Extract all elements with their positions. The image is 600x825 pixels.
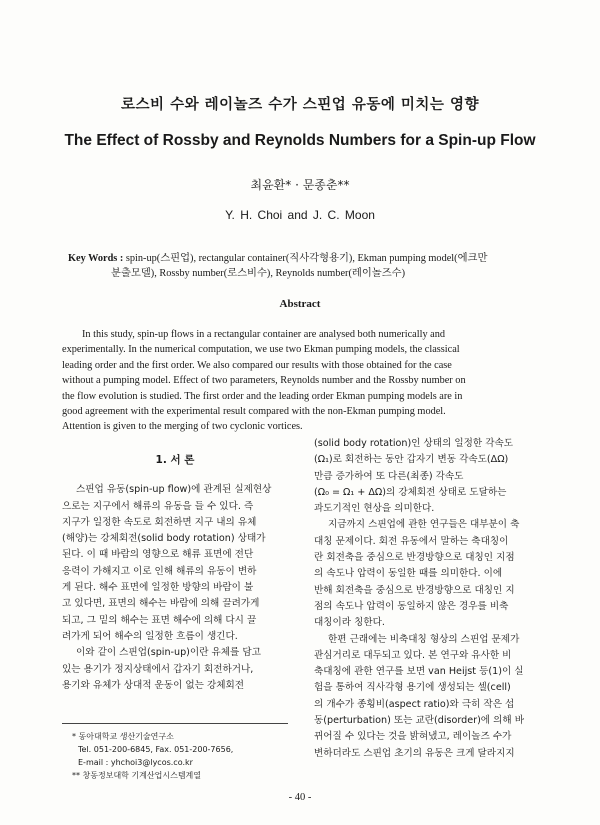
body-line: 한편 근래에는 비축대칭 형상의 스핀업 문제가	[328, 633, 520, 645]
body-line: 지구가 일정한 속도로 회전하면 지구 내의 유체	[62, 516, 257, 528]
body-line: 만큼 증가하여 또 다른(최종) 각속도	[314, 470, 464, 482]
body-line: 대칭이라 칭한다.	[314, 617, 385, 629]
body-line: 용기와 유체가 상대적 운동이 없는 강체회전	[62, 679, 245, 691]
body-line: 으로는 지구에서 해류의 유동을 들 수 있다. 즉	[62, 500, 254, 512]
footnotes	[62, 723, 288, 782]
abstract-line: the flow evolution is studied. The first order and the leading order Ekman pumping models are in	[62, 390, 463, 402]
body-line: 의 속도나 압력이 동일한 때를 의미한다. 이에	[314, 568, 503, 580]
left-column	[62, 452, 288, 694]
page-number: - 40 -	[288, 792, 312, 803]
body-line: 응력이 가해지고 이로 인해 해류의 유동이 변하	[62, 565, 257, 577]
body-line: 의 개수가 종횡비(aspect ratio)와 극히 작은 섭	[314, 698, 515, 710]
section-heading-introduction: 1. 서 론	[155, 454, 195, 466]
body-line: (solid body rotation)인 상태의 일정한 각속도	[314, 438, 514, 449]
body-line: (Ω₁)로 회전하는 동안 갑자기 변동 각속도(ΔΩ)	[314, 454, 509, 466]
body-line: 뀌어질 수 있다는 것을 밝혀냈고, 레이놀즈 수가	[314, 731, 512, 743]
body-line: (Ω₀ = Ω₁ + ΔΩ)의 강체회전 상태로 도달하는	[314, 486, 507, 498]
body-line: 이와 같이 스핀업(spin-up)이란 유체를 담고	[76, 647, 261, 659]
body-line: 점의 속도나 압력이 동일하지 않은 경우를 비축	[314, 600, 509, 612]
keywords-line-1: spin-up(스핀업), rectangular container(직사각형용기), Ekman pumping model(에크만	[125, 253, 488, 264]
body-line: 되고, 그 밑의 해수는 표면 해수에 의해 다시 끌	[62, 614, 257, 626]
body-line: 고 있다면, 표면의 해수는 바람에 의해 끌려가게	[62, 598, 260, 610]
body-line: 된다. 이 때 바람의 영향으로 해류 표면에 전단	[62, 549, 254, 561]
footnote-contact: Tel. 051-200-6845, Fax. 051-200-7656,	[78, 745, 234, 754]
abstract-line: In this study, spin-up flows in a rectangular container are analysed both numerically and	[82, 329, 446, 340]
body-line: 게 된다. 해수 표면에 일정한 방향의 바람이 불	[62, 582, 254, 594]
body-line: 과도기적인 현상을 의미한다.	[314, 503, 435, 515]
body-line: 있는 용기가 정지상태에서 갑자기 회전하거나,	[62, 663, 254, 675]
footnote-email: E-mail : yhchoi3@lycos.co.kr	[78, 758, 193, 767]
authors-korean: 최윤환* · 문종춘**	[250, 178, 350, 192]
abstract-line: good agreement with the experimental result compared with the non-Ekman pumping model.	[62, 406, 446, 418]
right-column	[314, 436, 540, 762]
abstract-line: Attention is given to the merging of two cyclonic vortices.	[62, 421, 303, 433]
body-line: 동(perturbation) 또는 교란(disorder)에 의해 바	[314, 715, 524, 727]
footnote-affiliation-2: ** 창동정보대학 기계산업시스템계열	[72, 771, 202, 780]
abstract-line: without a pumping model. Effect of two parameters, Reynolds number and the Rossby number on	[62, 375, 466, 387]
body-line: 려가게 되어 해수의 일정한 흐름이 생긴다.	[62, 630, 238, 642]
title-english: The Effect of Rossby and Reynolds Numbers for a Spin-up Flow	[64, 132, 536, 149]
keywords-label: Key Words :	[68, 253, 124, 264]
body-line: 반해 회전축을 중심으로 반경방향으로 대칭인 지	[314, 584, 515, 596]
abstract-line: leading order and the first order. We also compared our results with those obtained for the case	[62, 359, 452, 371]
body-line: 관심거리로 대두되고 있다. 본 연구와 유사한 비	[314, 649, 512, 661]
body-line: 스핀업 유동(spin-up flow)에 관계된 실제현상	[76, 484, 272, 496]
body-line: 란 회전축을 중심으로 반경방향으로 대칭인 지점	[314, 552, 515, 564]
title-korean: 로스비 수와 레이놀즈 수가 스핀업 유동에 미치는 영향	[121, 97, 479, 113]
footnote-affiliation-1: * 동아대학교 생산기술연구소	[72, 732, 174, 741]
abstract-text	[62, 327, 538, 435]
keywords-line-2: 분출모델), Rossby number(로스비수), Reynolds number(레이놀즈수)	[111, 268, 406, 279]
abstract-heading: Abstract	[279, 298, 321, 310]
body-line: 대칭 문제이다. 회전 유동에서 말하는 축대칭이	[314, 535, 509, 547]
body-line: 험을 통하여 직사각형 용기에 생성되는 셀(cell)	[314, 682, 511, 694]
authors-english: Y. H. Choi and J. C. Moon	[225, 208, 375, 222]
body-line: (해양)는 강체회전(solid body rotation) 상태가	[62, 533, 266, 545]
keywords-block	[68, 251, 538, 281]
body-line: 지금까지 스핀업에 관한 연구들은 대부분이 축	[328, 519, 520, 531]
body-line: 변하더라도 스핀업 초기의 유동은 크게 달라지지	[314, 747, 515, 759]
abstract-line: experimentally. In the numerical computation, we use two Ekman pumping models, the classical	[62, 344, 460, 356]
body-line: 축대칭에 관한 연구를 보면 van Heijst 등(1)이 실	[314, 666, 524, 678]
